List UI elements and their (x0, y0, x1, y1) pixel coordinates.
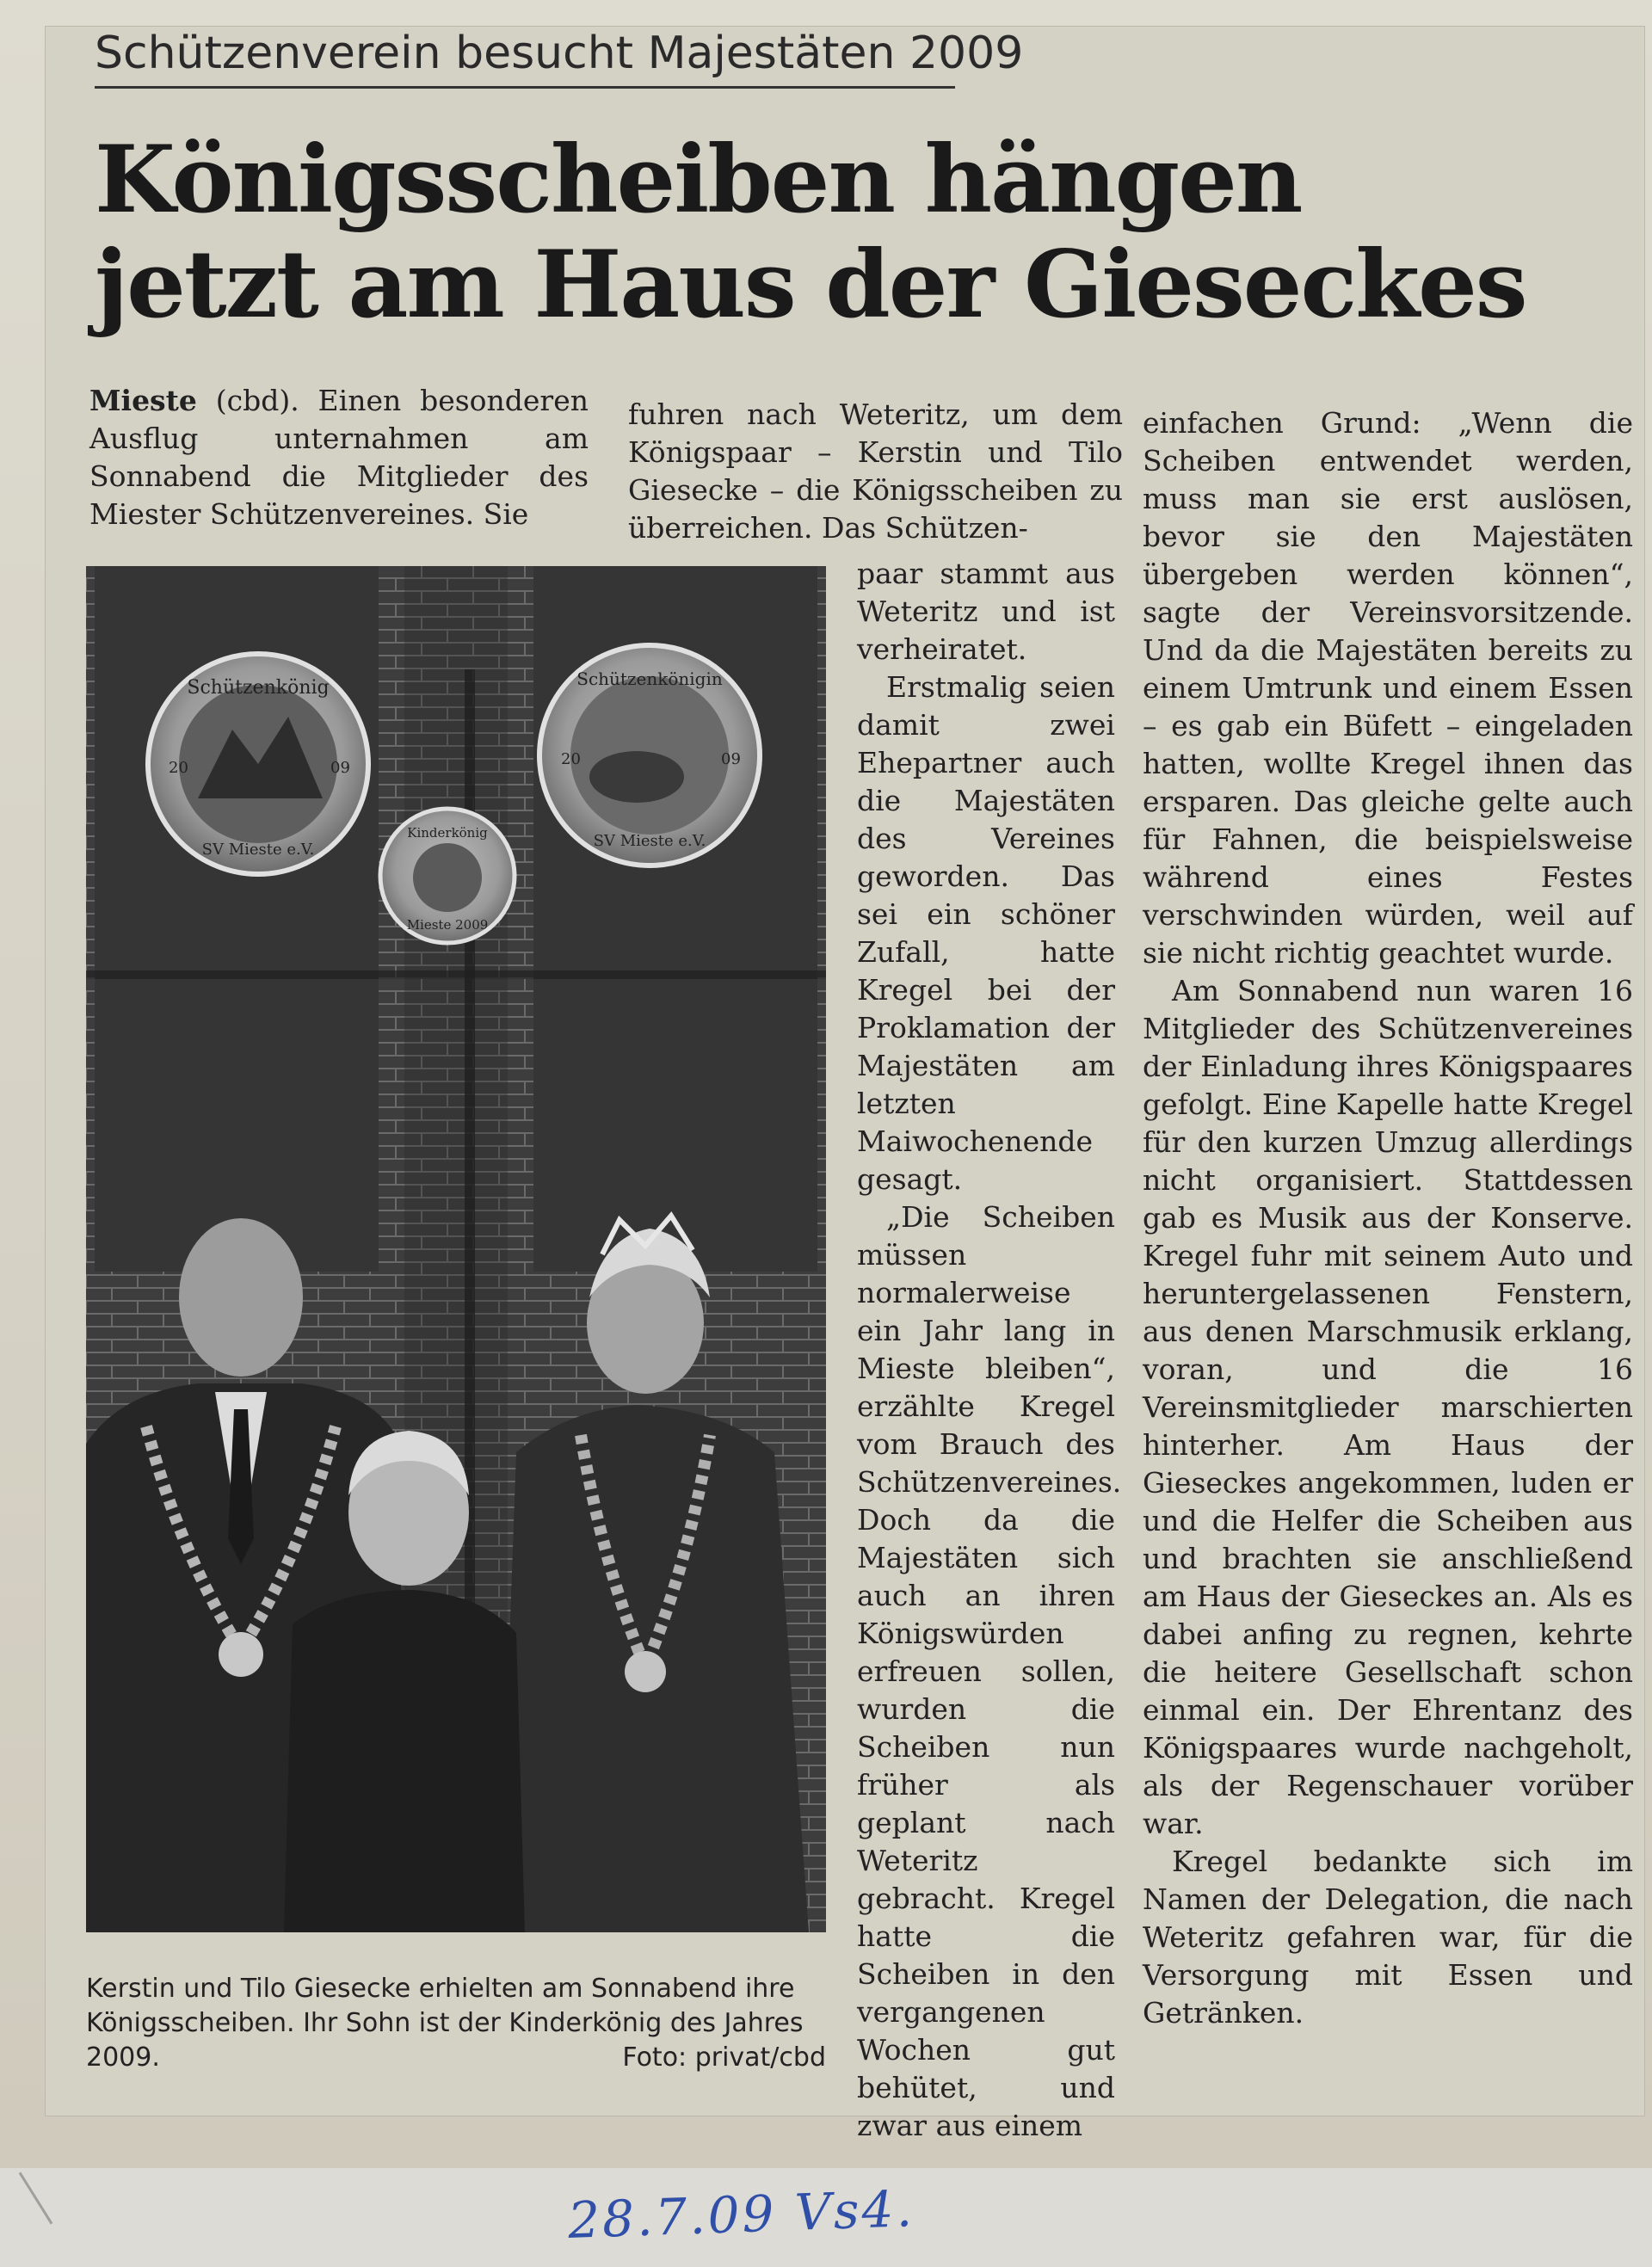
headline-line-1: Königsscheiben hängen (95, 126, 1302, 234)
plate-right (539, 645, 760, 866)
column-2-paragraph-3: „Die Scheiben müssen normalerweise ein Jahr lang in Mieste bleiben“, erzählte Kregel vom Brauch des Schützenvereines. Doch da die Majestäten sich auch an ihren Königswürden erfreuen sollen, wurden die Scheiben nun früher als geplant nach Weteritz gebracht. Kregel hatte die Scheiben in den vergangenen Wochen gut behütet, und zwar aus einem (857, 1200, 1122, 2142)
column-2-top-text: fuhren nach Weteritz, um dem Königspaar – Kerstin und Tilo Giesecke – die Königsscheiben zu überreichen. Das Schützen- (628, 397, 1123, 545)
article-headline (95, 126, 1526, 339)
handwritten-date-note: 28.7.09 Vs4. (566, 2178, 915, 2251)
column-2 (857, 555, 1122, 2145)
photo-credit: Foto: privat/cbd (622, 2042, 826, 2073)
plate-right-year-b: 09 (721, 750, 741, 768)
column-3-paragraph-3: Kregel bedankte sich im Namen der Delegation, die nach Weteritz gefahren war, für die Versorgung mit Essen und Getränken. (1143, 1845, 1633, 2030)
plate-left-year-a: 20 (169, 759, 188, 777)
plate-right-year-a: 20 (561, 750, 581, 768)
plate-right-title: Schützenkönigin (576, 668, 723, 689)
column-1 (89, 382, 589, 533)
column-1-text: (cbd). Einen besonderen Ausflug unternahmen am Sonnabend die Mitglieder des Miester Schützenvereines. Sie (89, 384, 589, 531)
article-kicker: Schützenverein besucht Majestäten 2009 (95, 28, 955, 89)
article-photo (86, 566, 826, 1932)
column-2-top (628, 396, 1123, 547)
plate-left (148, 654, 368, 874)
column-2-paragraph-2: Erstmalig seien damit zwei Ehepartner auch die Majestäten des Vereines geworden. Das sei ein schöner Zufall, hatte Kregel bei der Proklamation der Majestäten am letzten Maiwochenende gesagt. (857, 670, 1115, 1196)
caption-text: Kerstin und Tilo Giesecke erhielten am Sonnabend ihre Königsscheiben. Ihr Sohn ist der Kinderkönig des Jahres 2009. (86, 1974, 804, 2073)
plate-left-title: Schützenkönig (187, 677, 330, 699)
plate-left-year-b: 09 (330, 759, 350, 777)
column-3 (1143, 404, 1633, 2032)
plate-child-title: Kinderkönig (407, 825, 488, 841)
dateline-place: Mieste (89, 384, 197, 417)
plate-child-label: Mieste 2009 (406, 917, 489, 933)
column-3-paragraph-2: Am Sonnabend nun waren 16 Mitglieder des Schützenvereines der Einladung ihres Königspaares gefolgt. Eine Kapelle hatte Kregel für den kurzen Umzug allerdings nicht organisiert. Stattdessen gab es Musik aus der Konserve. Kregel fuhr mit seinem Auto und heruntergelassenen Fenstern, aus denen Marschmusik erklang, voran, und die 16 Vereinsmitglieder marschierten hinterher. Am Haus der Gieseckes angekommen, luden er und die Helfer die Scheiben aus und brachten sie anschließend am Haus der Gieseckes an. Als es dabei anfing zu regnen, kehrte die heitere Gesellschaft schon einmal ein. Der Ehrentanz des Königspaares wurde nachgeholt, als der Regenschauer vorüber war. (1143, 974, 1633, 1840)
column-2-paragraph-1: paar stammt aus Weteritz und ist verheiratet. (857, 557, 1115, 666)
photo-caption (86, 1972, 826, 2075)
scan-mark (19, 2172, 53, 2225)
plate-left-club: SV Mieste e.V. (201, 841, 315, 859)
plate-right-club: SV Mieste e.V. (593, 832, 706, 850)
headline-line-2: jetzt am Haus der Gieseckes (95, 231, 1526, 339)
column-3-paragraph-1: einfachen Grund: „Wenn die Scheiben entwendet werden, muss man sie erst auslösen, bevor sie den Majestäten übergeben werden können“, sagte der Vereinsvorsitzende. Und da die Majestäten bereits zu einem Umtrunk und einem Essen – es gab ein Büfett – eingeladen hatten, wollte Kregel ihnen das ersparen. Das gleiche gelte auch für Fahnen, die beispielsweise während eines Festes verschwinden würden, weil auf sie nicht richtig geachtet wurde. (1143, 406, 1633, 970)
photo-illustration (86, 566, 826, 1932)
plate-child (380, 809, 515, 943)
